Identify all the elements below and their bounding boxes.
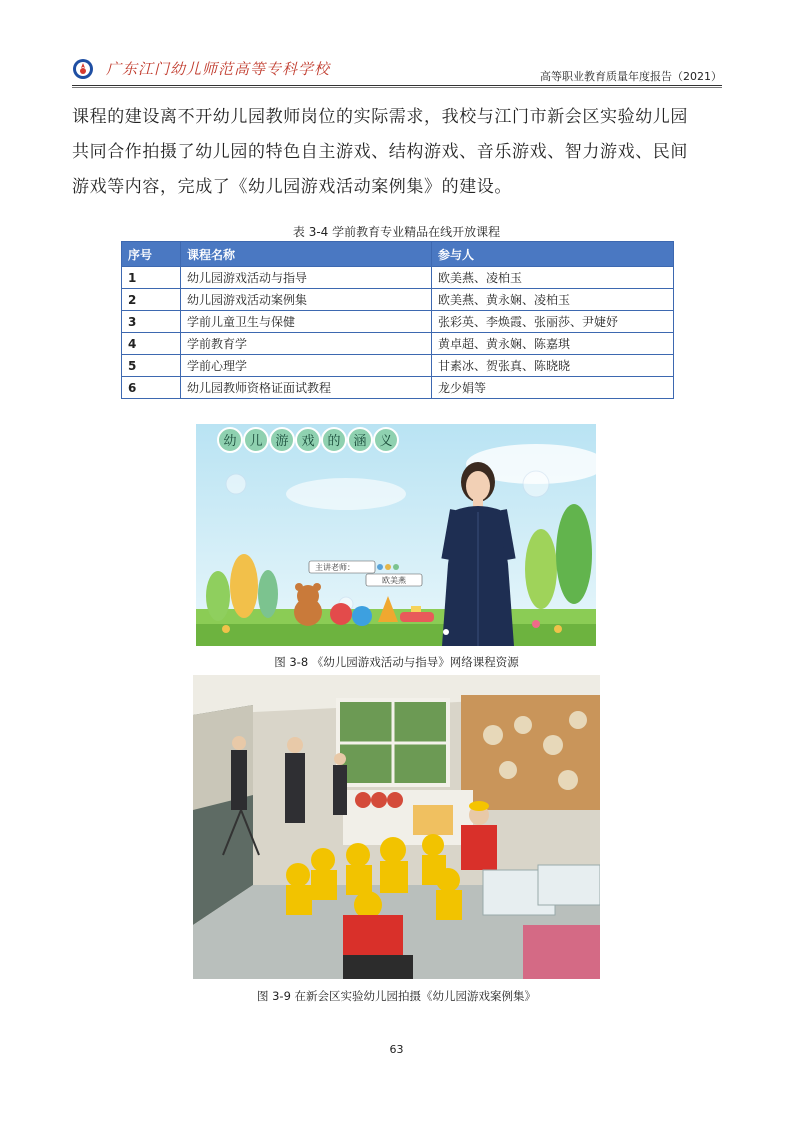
filming-photo-illustration [193,675,600,979]
participants: 龙少娟等 [432,377,674,399]
header-participants: 参与人 [432,242,674,267]
paragraph-line: 游戏等内容，完成了《幼儿园游戏活动案例集》的建设。 [72,177,512,197]
course-name: 学前心理学 [181,355,432,377]
table-row [122,289,674,311]
row-number: 4 [122,333,181,355]
participants: 欧美燕、凌柏玉 [432,267,674,289]
banner-char: 的 [327,434,341,449]
school-name: 广东江门幼儿师范高等专科学校 [106,60,331,78]
header-course-name: 课程名称 [181,242,432,267]
table-header-row [122,242,674,267]
table-row [122,267,674,289]
figure-kindergarten-filming-photo [193,675,600,979]
teacher-label: 主讲老师： [315,563,355,572]
teacher-name: 欧美燕 [382,576,406,585]
banner-char: 游 [275,434,289,449]
header-number: 序号 [122,242,181,267]
row-number: 5 [122,355,181,377]
banner-char: 儿 [249,434,263,449]
row-number: 2 [122,289,181,311]
course-name: 幼儿园游戏活动案例集 [181,289,432,311]
participants: 欧美燕、黄永娴、凌柏玉 [432,289,674,311]
row-number: 3 [122,311,181,333]
table-row [122,311,674,333]
banner-char: 义 [379,434,393,449]
video-still-illustration [196,424,596,646]
header-divider-thin [72,87,722,88]
table-caption: 表 3-4 学前教育专业精品在线开放课程 [292,225,501,239]
figure-3-8-caption: 图 3-8 《幼儿园游戏活动与指导》网络课程资源 [274,655,519,669]
table-row [122,355,674,377]
paragraph-line: 共同合作拍摄了幼儿园的特色自主游戏、结构游戏、音乐游戏、智力游戏、民间 [72,142,688,162]
banner-char: 涵 [353,434,367,449]
course-name: 幼儿园教师资格证面试教程 [181,377,432,399]
report-title: 高等职业教育质量年度报告（2021） [540,70,722,83]
course-name: 学前儿童卫生与保健 [181,311,432,333]
participants: 甘素冰、贺张真、陈晓晓 [432,355,674,377]
body-paragraph [72,100,722,205]
page-number: 63 [389,1043,404,1056]
school-logo-icon [72,58,94,80]
course-name: 幼儿园游戏活动与指导 [181,267,432,289]
row-number: 6 [122,377,181,399]
courses-table [121,241,674,399]
banner-char: 戏 [301,434,315,449]
row-number: 1 [122,267,181,289]
header-divider [72,85,722,86]
page-header [72,52,722,86]
table-row [122,377,674,399]
figure-3-9-caption: 图 3-9 在新会区实验幼儿园拍摄《幼儿园游戏案例集》 [256,989,537,1003]
course-name: 学前教育学 [181,333,432,355]
figure-course-video-still [196,424,596,646]
banner-char: 幼 [223,434,237,449]
participants: 张彩英、李焕霞、张丽莎、尹婕妤 [432,311,674,333]
participants: 黄卓超、黄永娴、陈嘉琪 [432,333,674,355]
table-row [122,333,674,355]
paragraph-line: 课程的建设离不开幼儿园教师岗位的实际需求，我校与江门市新会区实验幼儿园 [72,107,688,127]
